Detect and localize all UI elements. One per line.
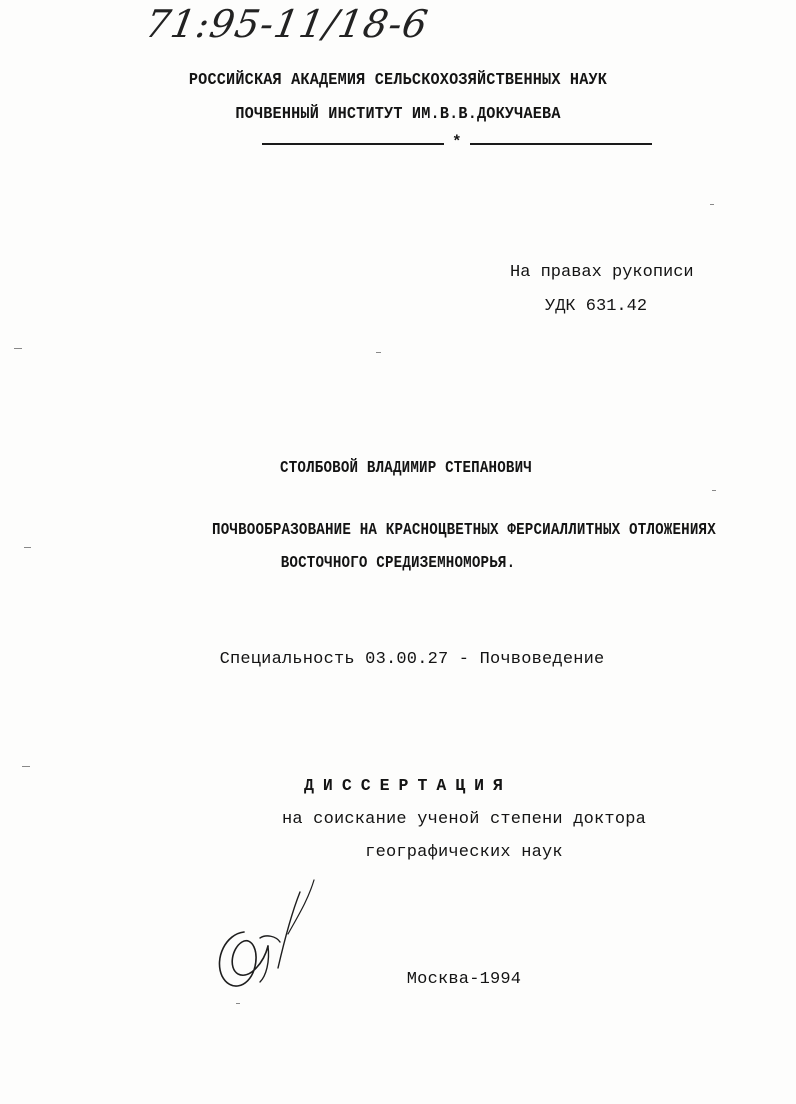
thesis-title-line2: ВОСТОЧНОГО СРЕДИЗЕМНОМОРЬЯ.	[280, 553, 516, 572]
dissertation-label: ДИССЕРТАЦИЯ	[304, 776, 512, 795]
scan-speck	[712, 490, 716, 491]
separator-rule-right	[470, 143, 652, 145]
udc-code: УДК 631.42	[545, 297, 648, 316]
scan-speck	[14, 348, 22, 349]
separator-star: *	[452, 133, 462, 151]
separator-rule-left	[262, 143, 444, 145]
handwritten-signature	[208, 872, 328, 1002]
scan-speck	[22, 766, 30, 767]
author-name: СТОЛБОВОЙ ВЛАДИМИР СТЕПАНОВИЧ	[280, 458, 532, 477]
degree-line1: на соискание ученой степени доктора	[281, 810, 647, 829]
thesis-title-line1: ПОЧВООБРАЗОВАНИЕ НА КРАСНОЦВЕТНЫХ ФЕРСИАЛЛИТНЫХ ОТЛОЖЕНИЯХ	[212, 520, 716, 539]
scan-speck	[236, 1003, 240, 1004]
specialty: Специальность 03.00.27 - Почвоведение	[219, 650, 605, 669]
degree-line2: географических наук	[365, 843, 563, 862]
scan-speck	[710, 204, 714, 205]
academy-name: РОССИЙСКАЯ АКАДЕМИЯ СЕЛЬСКОХОЗЯЙСТВЕННЫХ НАУК	[188, 70, 608, 89]
handwritten-archive-number: 71:95-11/18-6	[142, 2, 432, 46]
institute-name: ПОЧВЕННЫЙ ИНСТИТУТ ИМ.В.В.ДОКУЧАЕВА	[235, 104, 561, 123]
manuscript-rights: На правах рукописи	[510, 263, 694, 282]
place-and-year: Москва-1994	[406, 970, 522, 989]
scan-speck	[24, 547, 31, 548]
scan-speck	[376, 352, 381, 353]
